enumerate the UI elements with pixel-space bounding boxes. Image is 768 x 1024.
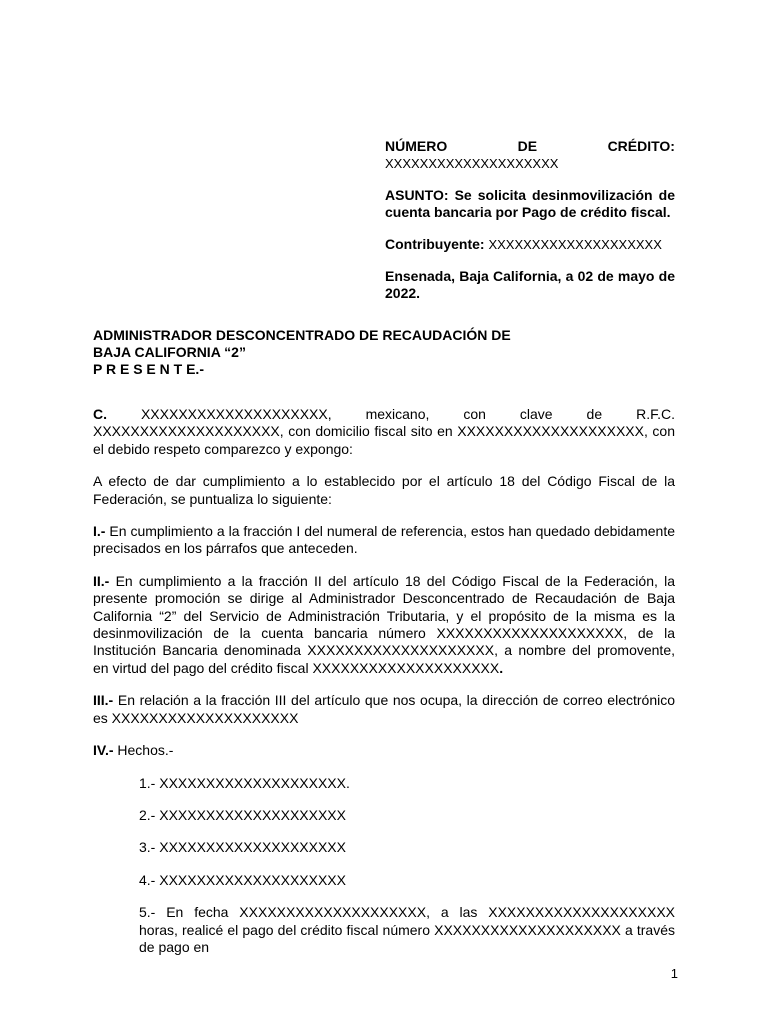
reference-block	[385, 138, 675, 317]
fraccion-ii-label: II.-	[93, 572, 110, 589]
fraccion-ii-end: .	[499, 659, 504, 676]
numero-credito-value: XXXXXXXXXXXXXXXXXXXX	[385, 156, 559, 171]
addressee-line-3: P R E S E N T E.-	[93, 361, 204, 377]
fraccion-iii-label: III.-	[93, 692, 114, 709]
page-number: 1	[670, 966, 678, 981]
intro-rest: , mexicano, con clave de R.F.C. XXXXXXXXXXXXXXXXXXXX, con domicilio fiscal sito en XXXXXXXXXXXXXXXXXXXX, con el debido respeto comparezco y expongo:	[93, 406, 675, 457]
addressee-line-2: BAJA CALIFORNIA “2”	[93, 344, 246, 360]
efecto-paragraph: A efecto de dar cumplimiento a lo establecido por el artículo 18 del Código Fiscal de la Federación, se puntualiza lo siguiente:	[93, 473, 675, 507]
numero-label-word-3: CRÉDITO:	[607, 138, 675, 154]
fraccion-i	[93, 523, 675, 558]
numero-label-word-1: NÚMERO	[385, 138, 448, 154]
fact-item: 3.- XXXXXXXXXXXXXXXXXXXX	[139, 839, 346, 856]
fraccion-ii-text: En cumplimiento a la fracción II del artículo 18 del Código Fiscal de la Federación, la presente promoción se dirige al Administrador Desconcentrado de Recaudación de Baja California “2” del Servicio de Administración Tributaria, y el propósito de la misma es la desinmovilización de la cuenta bancaria número XXXXXXXXXXXXXXXXXXXX, de la Institución Bancaria denominada XXXXXXXXXXXXXXXXXXXX, a nombre del promovente, en virtud del pago del crédito fiscal XXXXXXXXXXXXXXXXXXXX	[93, 572, 675, 676]
contribuyente-label: Contribuyente:	[385, 236, 485, 252]
numero-label-word-2: DE	[517, 138, 538, 154]
fact-item: 1.- XXXXXXXXXXXXXXXXXXXX.	[139, 774, 350, 791]
fraccion-iv-label: IV.-	[93, 742, 114, 759]
fact-item: 2.- XXXXXXXXXXXXXXXXXXXX	[139, 806, 346, 823]
intro-c: C.	[93, 406, 107, 422]
asunto	[385, 187, 675, 221]
fact-item: 5.- En fecha XXXXXXXXXXXXXXXXXXXX, a las XXXXXXXXXXXXXXXXXXXX horas, realicé el pago del crédito fiscal número XXXXXXXXXXXXXXXXXXXX a través de pago en	[139, 904, 675, 955]
contribuyente-value: XXXXXXXXXXXXXXXXXXXX	[488, 237, 662, 252]
addressee-block	[93, 327, 675, 378]
document-body	[93, 406, 675, 971]
fraccion-i-label: I.-	[93, 523, 106, 540]
asunto-label: ASUNTO:	[385, 187, 449, 203]
fraccion-iv-text: Hechos.-	[117, 742, 174, 759]
fraccion-i-text: En cumplimiento a la fracción I del numeral de referencia, estos han quedado debidamente precisados en los párrafos que anteceden.	[93, 523, 675, 557]
fraccion-iii	[93, 692, 675, 727]
intro-paragraph	[93, 406, 675, 458]
contribuyente	[385, 236, 675, 253]
fact-item: 4.- XXXXXXXXXXXXXXXXXXXX	[139, 871, 346, 888]
lugar-fecha: Ensenada, Baja California, a 02 de mayo de 2022.	[385, 268, 675, 301]
intro-name: XXXXXXXXXXXXXXXXXXXX	[140, 406, 328, 422]
fraccion-iv	[93, 742, 675, 759]
fraccion-iii-text: En relación a la fracción III del artículo que nos ocupa, la dirección de correo electrónico es XXXXXXXXXXXXXXXXXXXX	[93, 692, 676, 726]
asunto-text: Se solicita desinmovilización de cuenta bancaria por Pago de crédito fiscal.	[385, 187, 675, 220]
fraccion-ii	[93, 573, 675, 677]
addressee-line-1: ADMINISTRADOR DESCONCENTRADO DE RECAUDACIÓN DE	[93, 327, 511, 343]
numero-credito-label	[385, 138, 675, 155]
